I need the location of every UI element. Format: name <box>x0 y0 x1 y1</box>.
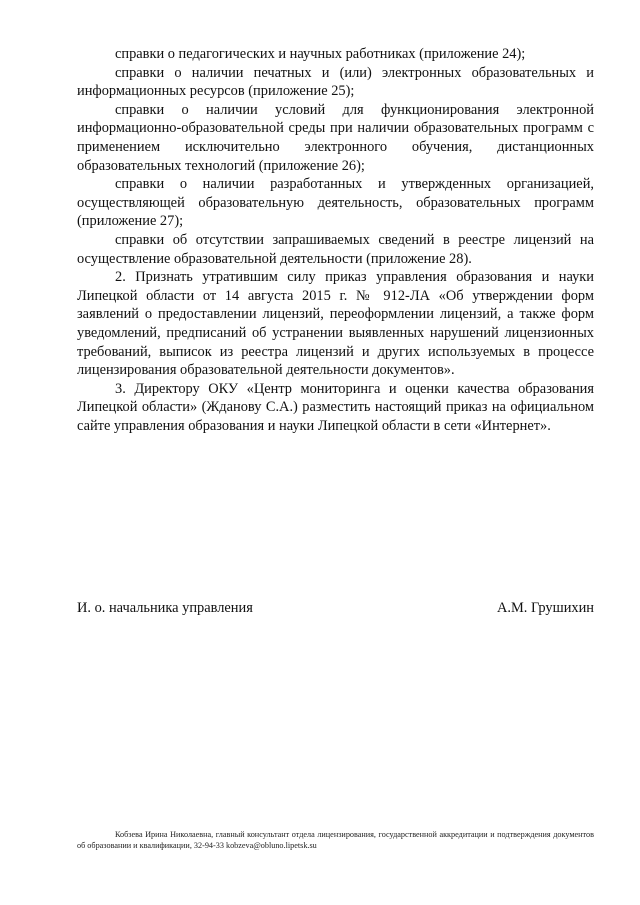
signature-block <box>77 599 594 617</box>
paragraph-item-2: 2. Признать утратившим силу приказ управления образования и науки Липецкой области от 14 августа 2015 г. № 912-ЛА «Об утверждении форм заявлений о предоставлении лицензий, переоформлении лицензий, а также форм уведомлений, предписаний об устранении выявленных нарушений лицензионных требований, выписок из реестра лицензий и других используемых в процессе лицензирования образовательной деятельности документов». <box>77 269 594 379</box>
paragraph-resources: справки о наличии печатных и (или) электронных образовательных и информационных ресурсов (приложение 25); <box>77 64 594 100</box>
paragraph-ped-staff: справки о педагогических и научных работниках (приложение 24); <box>115 46 526 62</box>
paragraph-item-3: 3. Директору ОКУ «Центр мониторинга и оценки качества образования Липецкой области» (Жданову С.А.) разместить настоящий приказ на официальном сайте управления образования и науки Липецкой области в сети «Интернет». <box>77 380 594 434</box>
document-body <box>77 45 594 435</box>
paragraph-programs: справки о наличии разработанных и утвержденных организацией, осуществляющей образовательную деятельность, образовательных программ (приложение 27); <box>77 176 594 230</box>
paragraph-e-learning: справки о наличии условий для функционирования электронной информационно-образовательной среды при наличии образовательных программ с применением исключительно электронного обучения, дистанционных образовательных технологий (приложение 26); <box>77 101 594 174</box>
signatory-name: А.М. Грушихин <box>497 600 594 616</box>
paragraph-registry: справки об отсутствии запрашиваемых сведений в реестре лицензий на осуществление образовательной деятельности (приложение 28). <box>77 231 594 267</box>
executor-footer: Кобзева Ирина Николаевна, главный консультант отдела лицензирования, государственной аккредитации и подтверждения документов об образовании и квалификации, 32-94-33 kobzeva@obluno.lipetsk.su <box>77 830 594 850</box>
signatory-position: И. о. начальника управления <box>77 600 253 616</box>
